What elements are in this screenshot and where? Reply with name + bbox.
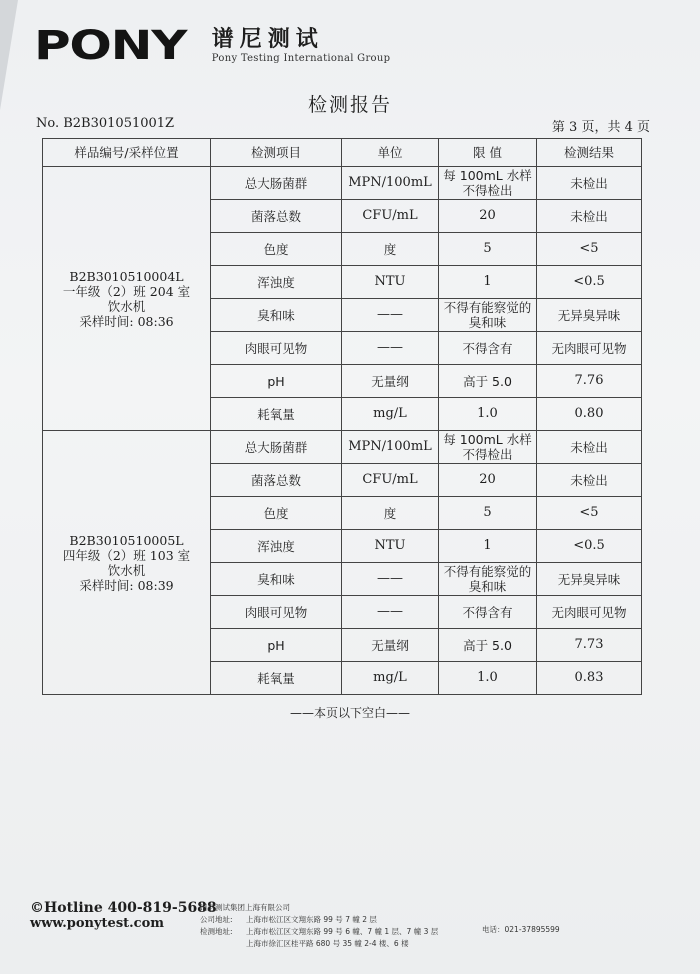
- unit-cell: 度: [342, 497, 439, 530]
- lab-address-label: 检测地址:: [200, 927, 233, 936]
- result-cell: 0.80: [537, 398, 642, 431]
- limit-value-cell: 不得有能察觉的臭和味: [439, 299, 537, 332]
- result-cell: 无异臭异味: [537, 299, 642, 332]
- result-cell: <0.5: [537, 266, 642, 299]
- test-item-cell: 总大肠菌群: [211, 167, 342, 200]
- limit-value-cell: 高于 5.0: [439, 629, 537, 662]
- result-cell: 无肉眼可见物: [537, 332, 642, 365]
- limit-value-cell: 每 100mL 水样不得检出: [439, 167, 537, 200]
- unit-cell: MPN/100mL: [342, 167, 439, 200]
- sample-time: 采样时间: 08:39: [79, 577, 174, 593]
- report-title: 检测报告: [307, 94, 392, 116]
- sample-id: B2B3010510004L: [69, 268, 184, 284]
- table-row: [43, 431, 642, 464]
- page-number: 第 3 页，共 4 页: [551, 120, 650, 135]
- unit-cell: CFU/mL: [342, 464, 439, 497]
- limit-value-cell: 1: [439, 530, 537, 563]
- limit-value-cell: 不得含有: [439, 332, 537, 365]
- header-limit: 限 值: [439, 139, 537, 167]
- result-cell: 无肉眼可见物: [537, 596, 642, 629]
- header-sample: 样品编号/采样位置: [43, 139, 211, 167]
- result-cell: 未检出: [537, 200, 642, 233]
- logo-mark: PONY: [34, 23, 187, 69]
- sample-id: B2B3010510005L: [69, 532, 184, 548]
- phone-c-icon: ©: [30, 900, 44, 916]
- limit-value-cell: 5: [439, 497, 537, 530]
- limit-value-cell: 不得含有: [439, 596, 537, 629]
- unit-cell: 无量纲: [342, 629, 439, 662]
- lab-address-1: 上海市松江区文翔东路 99 号 6 幢、7 幢 1 层、7 幢 3 层: [246, 927, 439, 936]
- results-table: [42, 138, 642, 695]
- sample-device: 饮水机: [107, 562, 146, 578]
- unit-cell: CFU/mL: [342, 200, 439, 233]
- website: www.ponytest.com: [30, 916, 165, 931]
- blank-below-note: ——本页以下空白——: [289, 706, 410, 720]
- unit-cell: mg/L: [342, 398, 439, 431]
- unit-cell: ——: [342, 563, 439, 596]
- limit-value-cell: 20: [439, 464, 537, 497]
- test-item-cell: 臭和味: [211, 299, 342, 332]
- test-item-cell: 菌落总数: [211, 200, 342, 233]
- sample-device: 饮水机: [107, 298, 146, 314]
- test-item-cell: 浑浊度: [211, 530, 342, 563]
- result-cell: 0.83: [537, 662, 642, 695]
- result-cell: <0.5: [537, 530, 642, 563]
- test-item-cell: pH: [211, 365, 342, 398]
- unit-cell: mg/L: [342, 662, 439, 695]
- logo-chinese-name: 谱尼测试: [211, 26, 324, 52]
- test-item-cell: 色度: [211, 233, 342, 266]
- result-cell: 未检出: [537, 431, 642, 464]
- hotline: ©Hotline 400-819-5688: [30, 900, 217, 916]
- limit-value-cell: 1: [439, 266, 537, 299]
- unit-cell: 度: [342, 233, 439, 266]
- test-item-cell: 耗氧量: [211, 662, 342, 695]
- limit-value-cell: 高于 5.0: [439, 365, 537, 398]
- limit-value-cell: 每 100mL 水样不得检出: [439, 431, 537, 464]
- limit-value-cell: 不得有能察觉的臭和味: [439, 563, 537, 596]
- test-item-cell: 耗氧量: [211, 398, 342, 431]
- unit-cell: 无量纲: [342, 365, 439, 398]
- unit-cell: ——: [342, 596, 439, 629]
- test-item-cell: 色度: [211, 497, 342, 530]
- unit-cell: NTU: [342, 530, 439, 563]
- result-cell: <5: [537, 497, 642, 530]
- unit-cell: ——: [342, 299, 439, 332]
- company-address: 上海市松江区文翔东路 99 号 7 幢 2 层: [246, 915, 377, 924]
- test-item-cell: 臭和味: [211, 563, 342, 596]
- test-item-cell: 总大肠菌群: [211, 431, 342, 464]
- report-number: No. B2B301051001Z: [36, 116, 175, 131]
- unit-cell: MPN/100mL: [342, 431, 439, 464]
- header-unit: 单位: [342, 139, 439, 167]
- test-item-cell: 浑浊度: [211, 266, 342, 299]
- table-body: [43, 167, 642, 695]
- table-row: [43, 167, 642, 200]
- test-item-cell: 菌落总数: [211, 464, 342, 497]
- limit-value-cell: 20: [439, 200, 537, 233]
- company-address-label: 公司地址:: [200, 915, 233, 924]
- result-cell: 7.76: [537, 365, 642, 398]
- footer-phone: 电话：021-37895599: [482, 925, 560, 934]
- sample-info-cell: [43, 431, 211, 695]
- limit-value-cell: 5: [439, 233, 537, 266]
- unit-cell: NTU: [342, 266, 439, 299]
- result-cell: 7.73: [537, 629, 642, 662]
- limit-value-cell: 1.0: [439, 398, 537, 431]
- limit-value-cell: 1.0: [439, 662, 537, 695]
- result-cell: <5: [537, 233, 642, 266]
- sample-location: 四年级（2）班 103 室: [62, 547, 191, 563]
- header-result: 检测结果: [537, 139, 642, 167]
- test-item-cell: pH: [211, 629, 342, 662]
- unit-cell: ——: [342, 332, 439, 365]
- result-cell: 未检出: [537, 464, 642, 497]
- test-item-cell: 肉眼可见物: [211, 332, 342, 365]
- sample-location: 一年级（2）班 204 室: [62, 283, 191, 299]
- logo-english-name: Pony Testing International Group: [211, 53, 391, 65]
- footer-company: 谱尼测试集团上海有限公司: [200, 903, 290, 912]
- header-item: 检测项目: [211, 139, 342, 167]
- table-header-row: [43, 139, 642, 167]
- result-cell: 无异臭异味: [537, 563, 642, 596]
- sample-time: 采样时间: 08:36: [79, 313, 174, 329]
- sample-info-cell: [43, 167, 211, 431]
- footer-address-block: [200, 902, 438, 950]
- test-item-cell: 肉眼可见物: [211, 596, 342, 629]
- lab-address-2: 上海市徐汇区桂平路 680 号 35 幢 2-4 楼、6 楼: [246, 939, 409, 948]
- result-cell: 未检出: [537, 167, 642, 200]
- company-logo: [34, 23, 391, 69]
